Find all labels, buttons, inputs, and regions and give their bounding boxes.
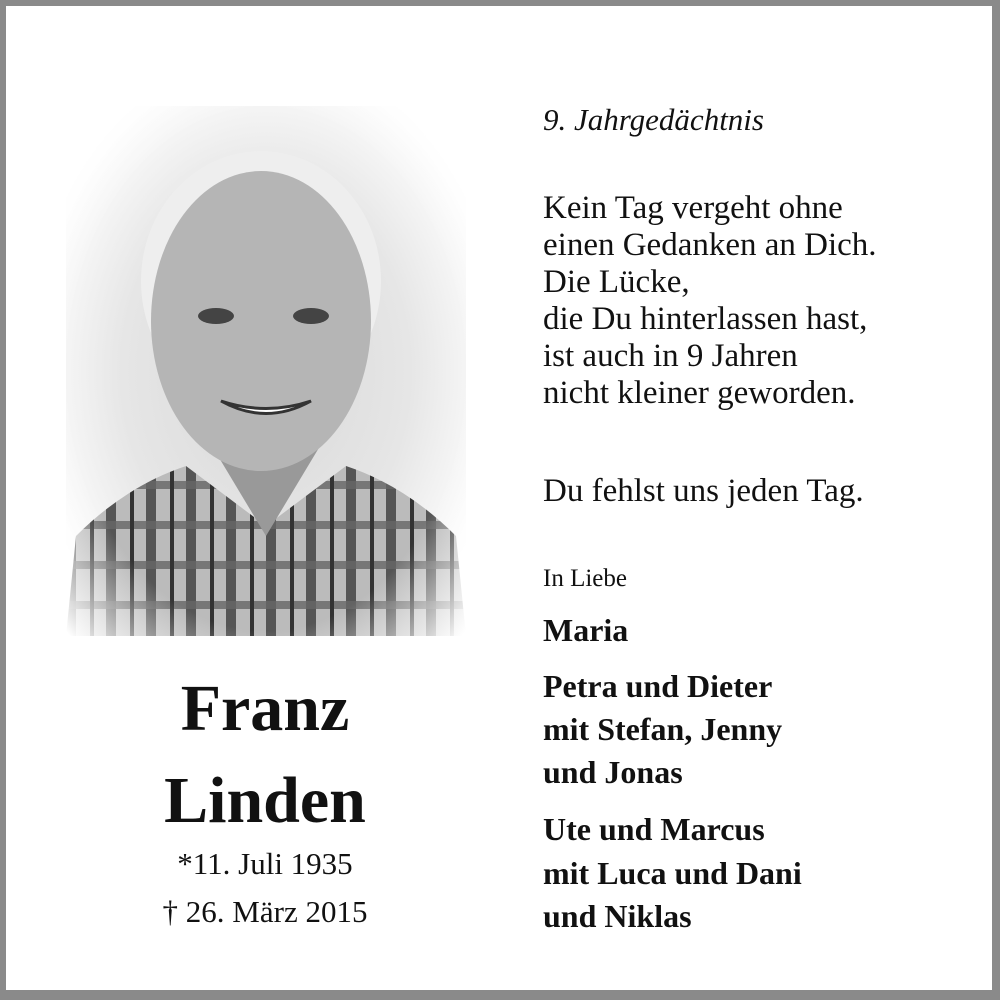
death-date: † 26. März 2015 (162, 894, 368, 929)
family-line: Maria (543, 612, 629, 648)
last-name: Linden (164, 764, 366, 837)
family-line: mit Stefan, Jenny (543, 711, 783, 747)
poem-line: nicht kleiner geworden. (543, 375, 856, 411)
poem-line: Kein Tag vergeht ohne (543, 190, 843, 226)
family-line: und Niklas (543, 898, 692, 934)
obituary-card (6, 6, 992, 990)
portrait-illustration (66, 106, 466, 636)
closing-line: Du fehlst uns jeden Tag. (543, 473, 864, 509)
family-line: Petra und Dieter (543, 668, 773, 704)
first-name: Franz (180, 672, 350, 745)
portrait-photo (66, 106, 466, 636)
poem-line: die Du hinterlassen hast, (543, 301, 868, 337)
in-liebe-label: In Liebe (543, 565, 627, 592)
poem-line: ist auch in 9 Jahren (543, 338, 798, 374)
birth-date: *11. Juli 1935 (177, 846, 353, 881)
poem-line: einen Gedanken an Dich. (543, 227, 877, 263)
family-line: mit Luca und Dani (543, 855, 802, 891)
family-line: und Jonas (543, 754, 683, 790)
family-line: Ute und Marcus (543, 811, 765, 847)
poem-line: Die Lücke, (543, 264, 690, 300)
anniversary-heading: 9. Jahrgedächtnis (543, 102, 764, 137)
